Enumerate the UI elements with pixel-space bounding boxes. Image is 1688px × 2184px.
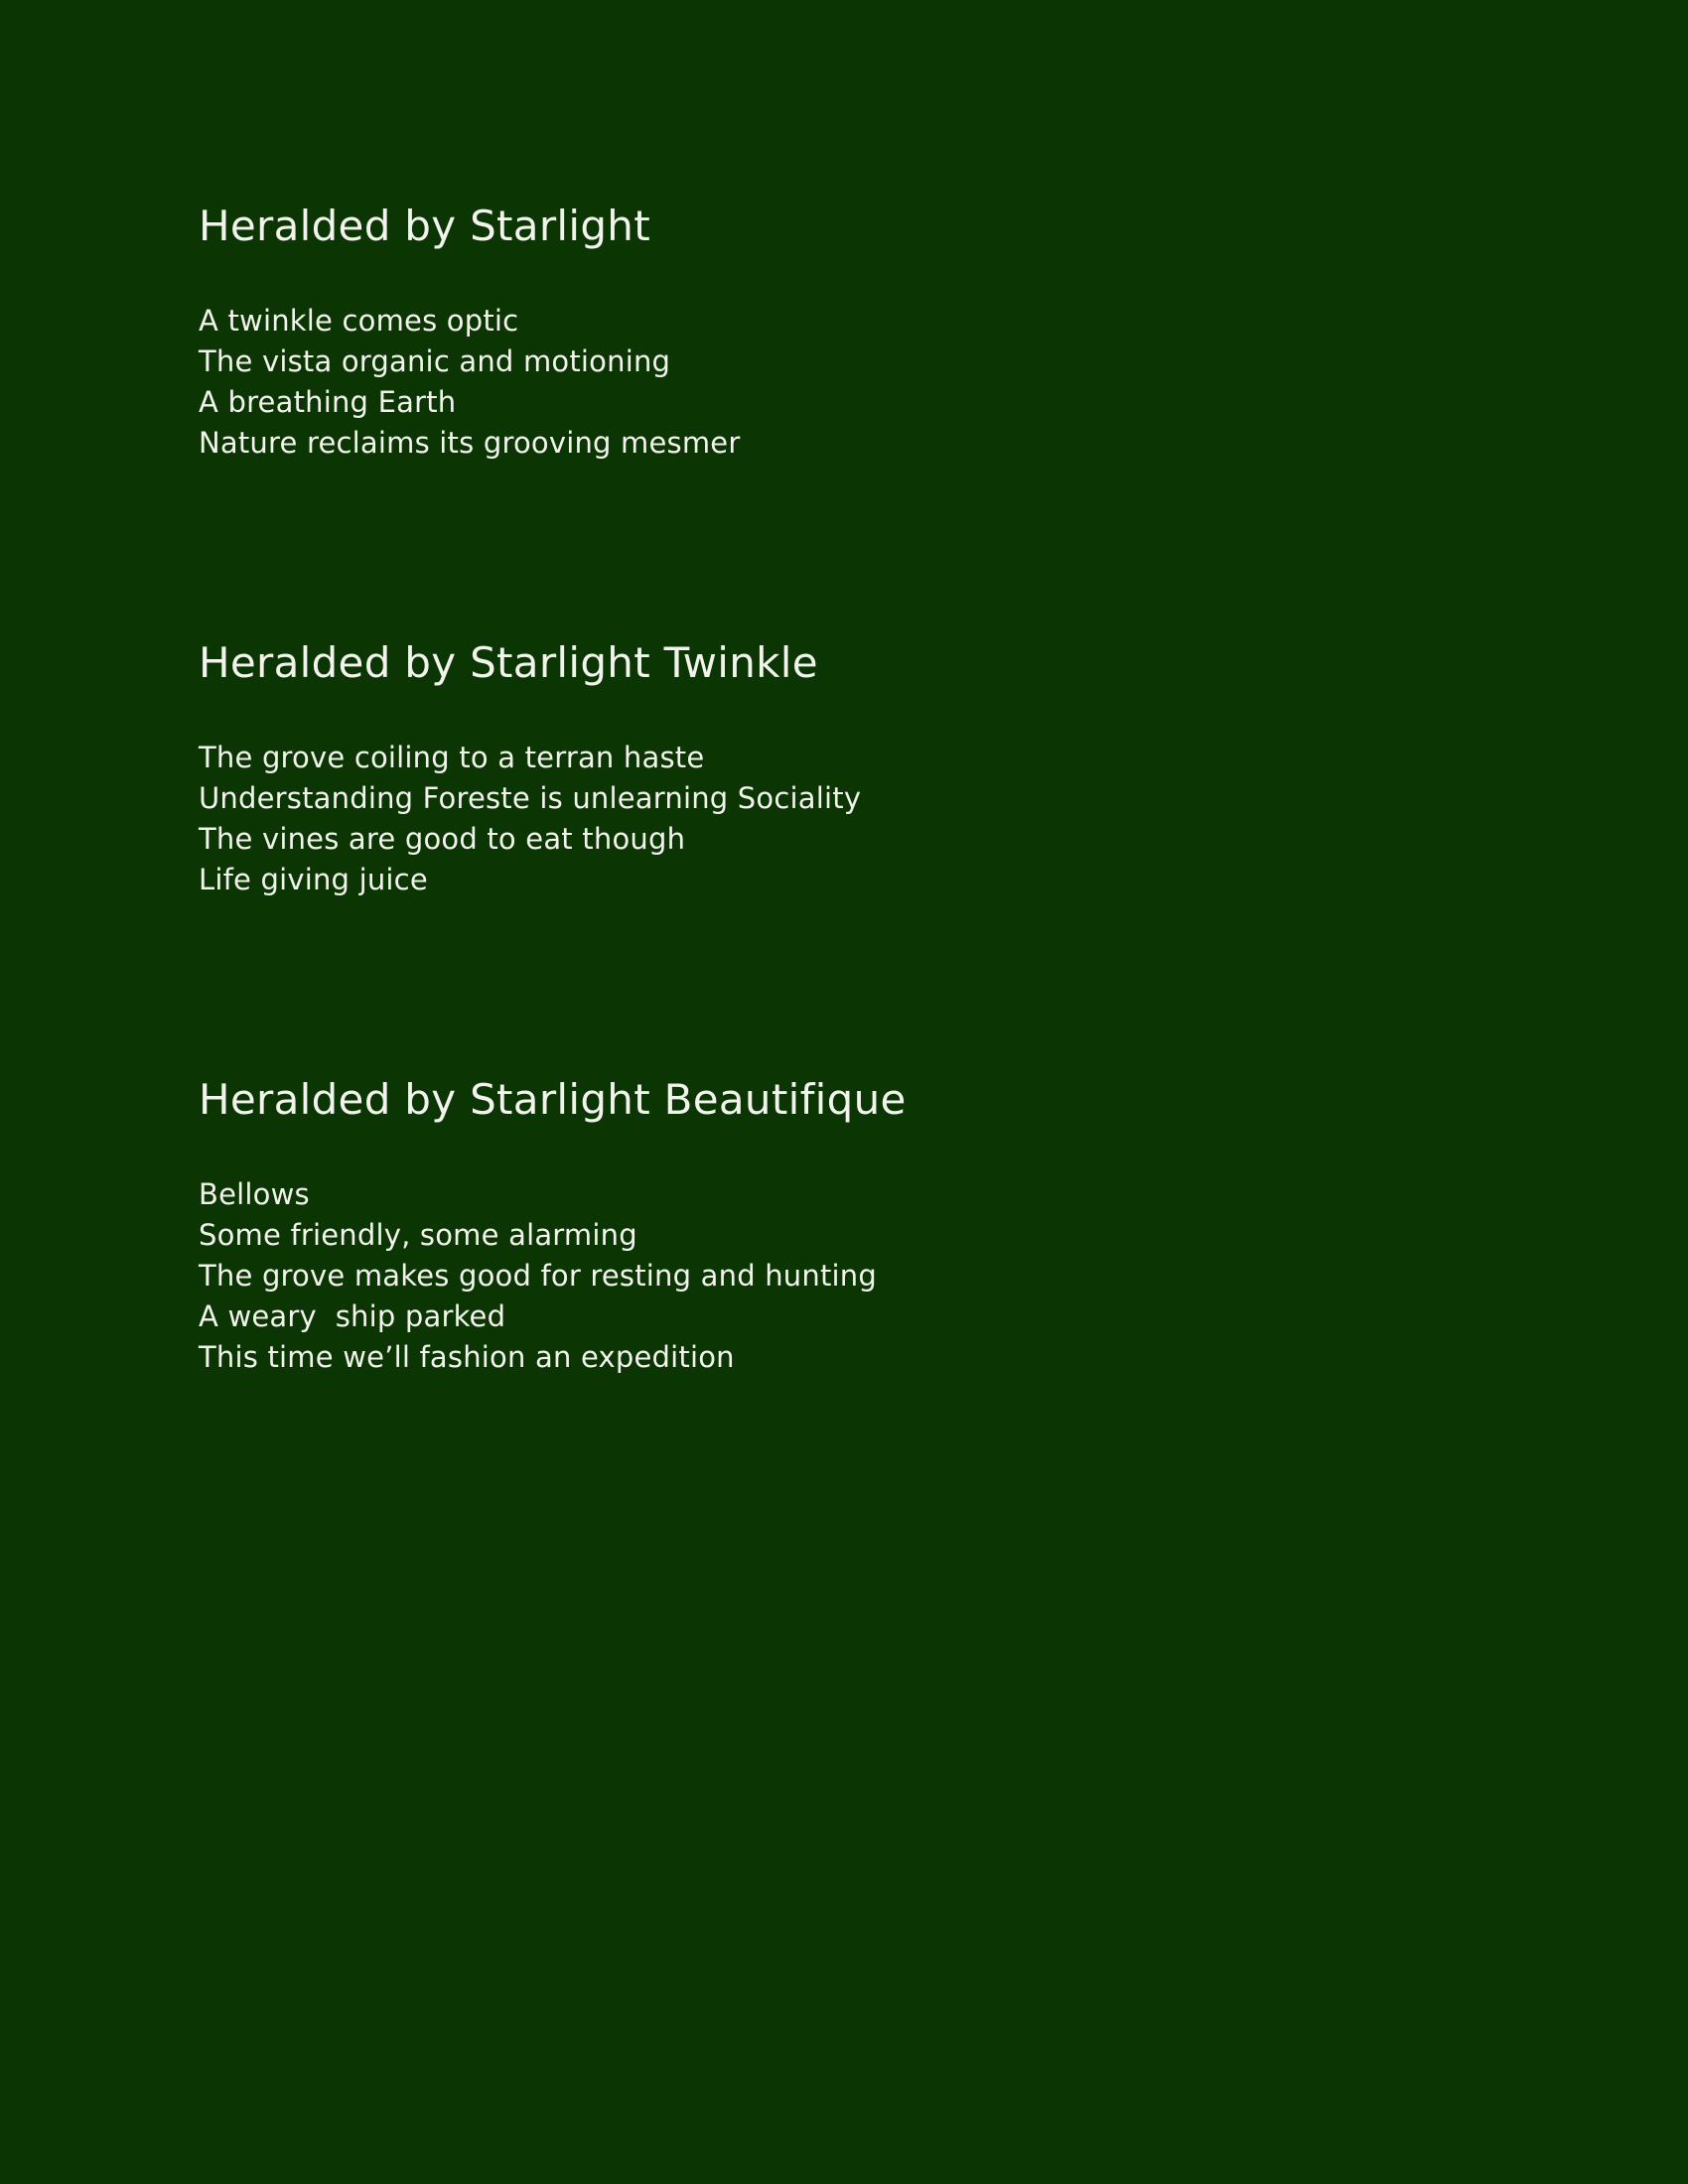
poem-title: Heralded by Starlight Beautifique (199, 1075, 907, 1124)
poem-line: Bellows (199, 1177, 310, 1211)
poem-line: A weary ship parked (199, 1299, 506, 1333)
poem-section (199, 1070, 1489, 1378)
poem-section (199, 633, 1489, 900)
poem-stanza (199, 738, 1489, 900)
poem-line: Some friendly, some alarming (199, 1218, 637, 1252)
poem-stanza (199, 1174, 1489, 1378)
poem-stanza (199, 301, 1489, 464)
poem-line: A twinkle comes optic (199, 304, 519, 338)
poem-line: The grove makes good for resting and hunting (199, 1259, 877, 1293)
poem-title: Heralded by Starlight (199, 202, 650, 250)
poem-line: Nature reclaims its grooving mesmer (199, 426, 741, 460)
poem-title: Heralded by Starlight Twinkle (199, 638, 818, 687)
poem-line: Understanding Foreste is unlearning Sociality (199, 781, 862, 815)
poem-line: The vista organic and motioning (199, 344, 671, 378)
poem-line: A breathing Earth (199, 385, 457, 419)
poem-line: The vines are good to eat though (199, 822, 686, 856)
poem-section (199, 197, 1489, 464)
poem-line: The grove coiling to a terran haste (199, 741, 705, 774)
poem-line: This time we’ll fashion an expedition (199, 1340, 735, 1374)
poem-line: Life giving juice (199, 863, 428, 896)
